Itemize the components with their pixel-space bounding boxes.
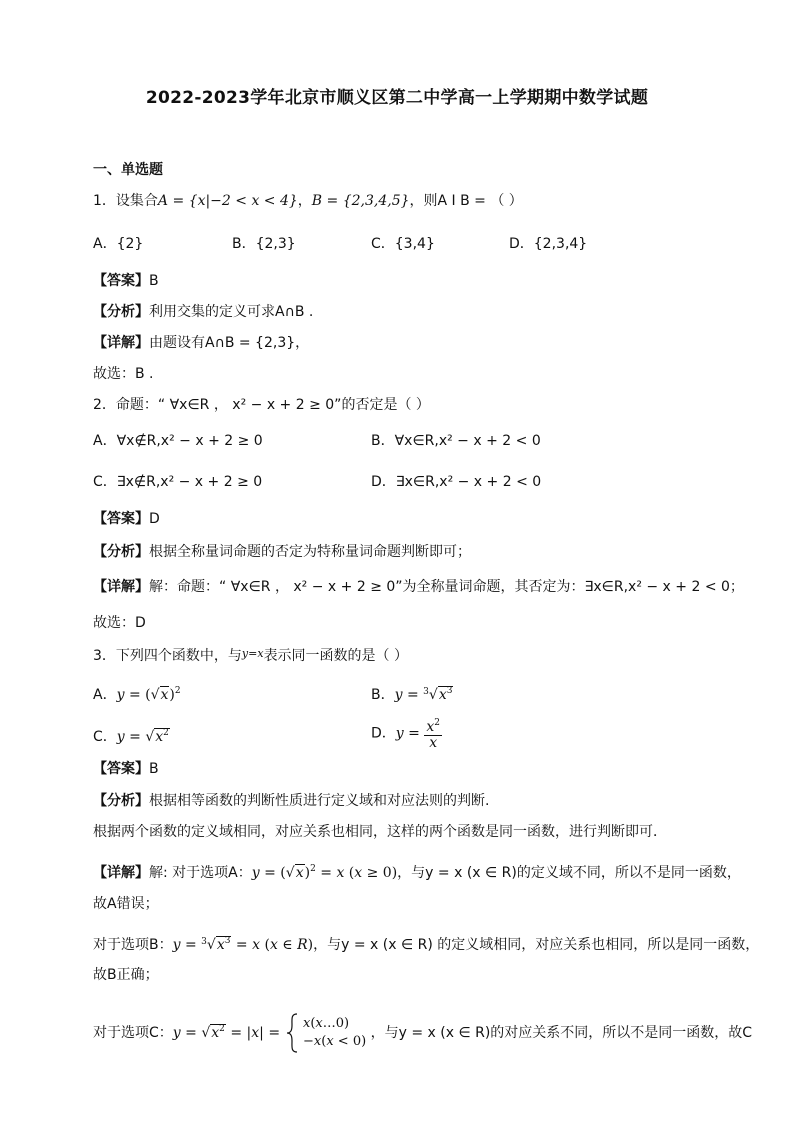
q2-detail-line — [93, 578, 744, 596]
q2-detail: 解：命题：“ ∀x∈R ， x² − x + 2 ≥ 0”为全称量词命题，其否定为：∃x∈R,x² − x + 2 < 0； — [149, 579, 744, 595]
analysis-label: 【分析】 — [93, 304, 149, 320]
q3-detail-label: 解: 对于选项A： — [149, 865, 252, 881]
q2-option-a: A．∀x∉R,x² − x + 2 ≥ 0 — [93, 433, 263, 449]
q3-detail-a-end: 故A错误； — [93, 896, 159, 912]
q1-set-b: B = {2,3,4,5} — [311, 193, 410, 209]
q3-answer: B — [149, 761, 159, 777]
detail-label: 【详解】 — [93, 865, 149, 881]
q2-analysis: 根据全称量词命题的否定为特称量词命题判断即可； — [149, 544, 471, 560]
q3-detail-c-tail: ，与y = x (x ∈ R)的对应关系不同，所以不是同一函数，故C — [370, 1025, 753, 1041]
q2-analysis-line — [93, 543, 471, 561]
q3-analysis-2: 根据两个函数的定义域相同，对应关系也相同，这样的两个函数是同一函数，进行判断即可． — [93, 824, 667, 840]
q3-detail-b: 对于选项B：$y = ^3√x^3 = x$ (x ∈ R)，与y = x (x ∈ R) 的定义域相同，对应关系也相同，所以是同一函数， — [93, 936, 760, 953]
q2-option-d: D．∃x∈R,x² − x + 2 < 0 — [371, 474, 542, 490]
piecewise-brace: x(x…0) −x(x < 0) — [285, 1013, 367, 1053]
q2-option-b: B．∀x∈R,x² − x + 2 < 0 — [371, 433, 541, 449]
q3-option-a-label: A． — [93, 687, 117, 703]
brace-icon — [285, 1013, 299, 1053]
q2-answer: D — [149, 511, 160, 527]
q3-stem-prefix: 3．下列四个函数中，与 — [93, 648, 242, 664]
q3-detail-c-head: 对于选项C： — [93, 1025, 173, 1041]
page-title: 2022-2023学年北京市顺义区第二中学高一上学期期中数学试题 — [145, 88, 649, 108]
q3-detail-b-end: 故B正确； — [93, 967, 159, 983]
q1-detail: 由题设有A∩B = {2,3}， — [149, 335, 310, 351]
q3-detail-a: 【详解】解: 对于选项A：$y = (√x)^2 = x$ (x ≥ 0)，与y = x (x ∈ R)的定义域不同，所以不是同一函数， — [93, 864, 741, 881]
q2-answer-line — [93, 510, 160, 528]
analysis-label: 【分析】 — [93, 793, 149, 809]
q1-set-a: A = {x|−2 < x < 4} — [157, 193, 298, 209]
q3-analysis-1: 根据相等函数的判断性质进行定义域和对应法则的判断. — [149, 793, 490, 809]
q3-detail-c: 对于选项C：$y = √x^2 = |x|$ = x(x…0) −x(x < 0) ，与y = x (x ∈ R)的对应关系不同，所以不是同一函数，故C — [93, 1013, 752, 1053]
q1-option-d: D．{2,3,4} — [509, 236, 588, 252]
q2-conclusion: 故选：D — [93, 615, 146, 631]
q3-analysis-line — [93, 792, 489, 810]
detail-label: 【详解】 — [93, 579, 149, 595]
q3-option-c: C．$y = √x^2$ — [93, 728, 169, 745]
q1-answer-line — [93, 272, 159, 290]
q1-stem-suffix: ，则A I B = （ ） — [409, 193, 523, 209]
q3-detail-a-tail: ，与y = x (x ∈ R)的定义域不同，所以不是同一函数， — [397, 865, 741, 881]
q1-answer: B — [149, 273, 159, 289]
q3-answer-line — [93, 760, 159, 778]
analysis-label: 【分析】 — [93, 544, 149, 560]
q1-option-b: B．{2,3} — [232, 236, 296, 252]
q2-stem: 2．命题：“ ∀x∈R ， x² − x + 2 ≥ 0”的否定是（ ） — [93, 397, 430, 413]
q1-analysis-line — [93, 303, 313, 321]
q3-stem-func: y=x — [241, 647, 264, 660]
q3-option-b-label: B． — [371, 687, 395, 703]
q1-option-c: C．{3,4} — [371, 236, 435, 252]
q3-option-c-label: C． — [93, 729, 117, 745]
q1-conclusion: 故选：B . — [93, 366, 154, 382]
q3-detail-b-tail: ，与y = x (x ∈ R) 的定义域相同，对应关系也相同，所以是同一函数， — [313, 937, 760, 953]
q3-option-d: D．y = $\frac{x^2}{x}$ — [371, 718, 440, 751]
answer-label: 【答案】 — [93, 761, 149, 777]
q3-option-b: B．$y = ^3√x^3$ — [371, 686, 453, 703]
detail-label: 【详解】 — [93, 335, 149, 351]
q1-stem-prefix: 1．设集合 — [93, 193, 158, 209]
q1-analysis: 利用交集的定义可求A∩B . — [149, 304, 314, 320]
answer-label: 【答案】 — [93, 511, 149, 527]
q1-detail-line — [93, 334, 309, 352]
q3-stem-suffix: 表示同一函数的是（ ） — [263, 648, 409, 664]
q1-option-a: A．{2} — [93, 236, 144, 252]
q3-detail-b-head: 对于选项B： — [93, 937, 173, 953]
q3-stem — [93, 645, 408, 665]
answer-label: 【答案】 — [93, 273, 149, 289]
q1-stem: 1．设集合A = {x|−2 < x < 4}，B = {2,3,4,5}，则A I B = （ ） — [93, 193, 523, 209]
q2-option-c: C．∃x∉R,x² − x + 2 ≥ 0 — [93, 474, 263, 490]
q3-option-a: A．$y = (√x)^2$ — [93, 686, 181, 703]
q3-option-d-label: D． — [371, 725, 396, 742]
section-heading: 一、单选题 — [93, 162, 163, 178]
